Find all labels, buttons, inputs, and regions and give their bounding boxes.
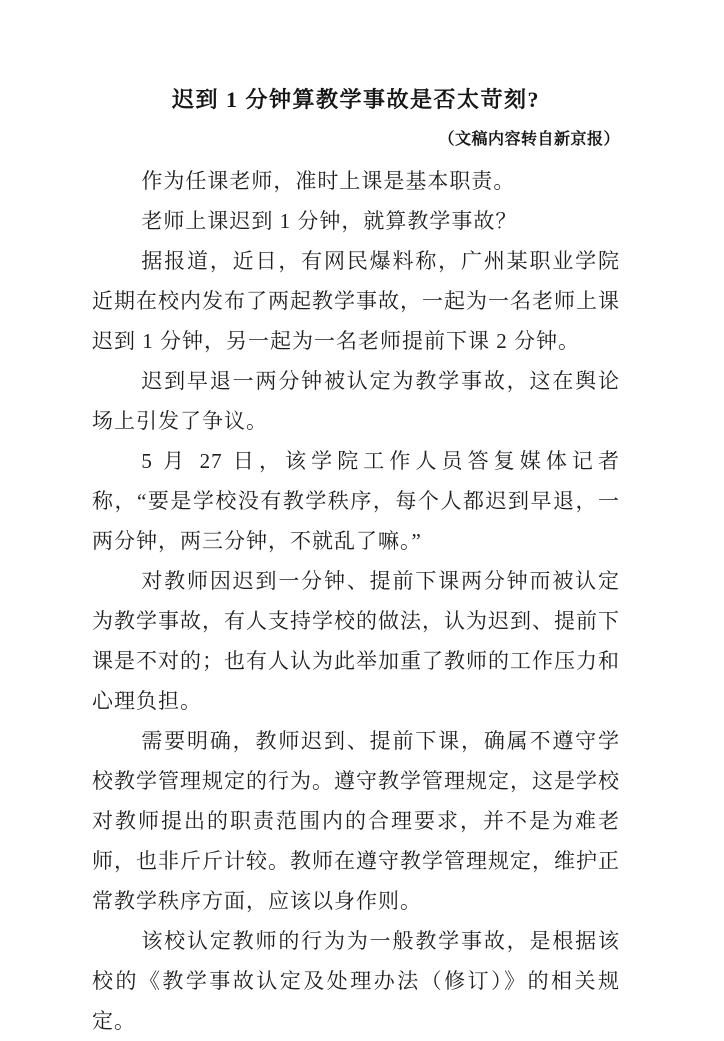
- paragraph: 迟到早退一两分钟被认定为教学事故，这在舆论场上引发了争议。: [92, 369, 620, 433]
- paragraph: 据报道，近日，有网民爆料称，广州某职业学院近期在校内发布了两起教学事故，一起为一名老师上课迟到 1 分钟，另一起为一名老师提前下课 2 分钟。: [92, 249, 620, 353]
- paragraph: 该校认定教师的行为为一般教学事故，是根据该校的《教学事故认定及处理办法（修订）》的相关规定。: [92, 929, 620, 1033]
- document-body: [92, 161, 620, 1041]
- paragraph: 需要明确，教师迟到、提前下课，确属不遵守学校教学管理规定的行为。遵守教学管理规定，这是学校对教师提出的职责范围内的合理要求，并不是为难老师，也非斤斤计较。教师在遵守教学管理规定，维护正常教学秩序方面，应该以身作则。: [92, 729, 620, 913]
- document-byline: （文稿内容转自新京报）: [438, 131, 620, 148]
- paragraph: 老师上课迟到 1 分钟，就算教学事故？: [141, 209, 518, 233]
- document-title: 迟到 1 分钟算教学事故是否太苛刻?: [171, 87, 540, 112]
- paragraph: 5 月 27 日，该学院工作人员答复媒体记者称，“要是学校没有教学秩序，每个人都迟到早退，一两分钟，两三分钟，不就乱了嘛。”: [92, 449, 620, 553]
- paragraph: 作为任课老师，准时上课是基本职责。: [141, 169, 516, 193]
- paragraph: 对教师因迟到一分钟、提前下课两分钟而被认定为教学事故，有人支持学校的做法，认为迟到、提前下课是不对的；也有人认为此举加重了教师的工作压力和心理负担。: [92, 569, 620, 713]
